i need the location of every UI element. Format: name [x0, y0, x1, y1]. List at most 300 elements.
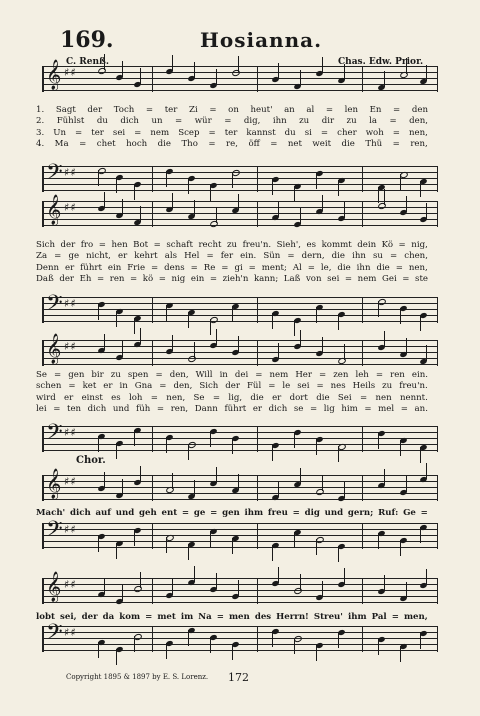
lyric-syllable: al: [306, 105, 315, 115]
lyric-syllable: ge: [193, 508, 206, 518]
lyric-syllable: Ruf:: [378, 508, 399, 518]
barline: [362, 426, 363, 452]
lyric-syllable: =: [216, 612, 224, 622]
lyric-syllable: Un: [53, 127, 66, 138]
lyric-syllable: =: [307, 262, 315, 273]
barline: [257, 475, 258, 501]
lyric-syllable: ment;: [261, 262, 287, 273]
lyric-syllable: geh: [139, 508, 157, 518]
lyric-syllable: ihn: [356, 262, 371, 273]
lyric-syllable: ihn: [272, 116, 287, 127]
lyric-syllable: Toch: [113, 105, 135, 115]
lyric-syllable: =: [420, 508, 428, 518]
treble-staff: [42, 195, 438, 227]
bass-staff: [42, 160, 438, 192]
end-barline: [437, 578, 438, 604]
note-stem: [140, 466, 141, 482]
note-stem: [384, 575, 385, 591]
lyric-syllable: die: [331, 251, 346, 262]
lyric-syllable: =: [392, 127, 400, 138]
lyric-syllable: sei: [297, 381, 310, 392]
lyric-syllable: ein.: [240, 251, 257, 262]
barline: [152, 523, 153, 549]
staff-line: [42, 584, 438, 585]
barline: [152, 166, 153, 192]
lyric-syllable: loh: [128, 392, 143, 403]
note-stem: [322, 195, 323, 211]
lyric-syllable: zu: [110, 370, 121, 380]
bass-clef-icon: 𝄢: [46, 420, 63, 450]
note-stem: [116, 177, 117, 193]
staff-line: [42, 225, 438, 226]
note-stem: [194, 62, 195, 78]
treble-clef-icon: 𝄞: [46, 334, 62, 364]
note-stem: [344, 482, 345, 498]
lyric-syllable: =: [398, 240, 406, 250]
lyric-line: [36, 105, 428, 116]
lyric-syllable: dig: [304, 508, 320, 518]
lyric-syllable: =: [391, 612, 399, 622]
lyric-syllable: woh: [365, 127, 384, 138]
note-stem: [322, 475, 323, 491]
lyric-syllable: hen: [111, 240, 128, 250]
lyric-syllable: =: [54, 251, 62, 262]
lyric-syllable: schaft: [166, 240, 193, 250]
end-barline: [437, 475, 438, 501]
key-signature-icon: ♯♯: [64, 523, 77, 536]
note-stem: [134, 636, 135, 652]
lyric-syllable: ste: [415, 274, 428, 285]
lyric-syllable: ren,: [410, 139, 428, 150]
notehead-icon: [377, 202, 387, 210]
lyric-syllable: Fül: [246, 381, 262, 392]
note-stem: [122, 61, 123, 77]
lyric-syllable: En: [369, 105, 382, 115]
end-barline: [437, 201, 438, 227]
note-stem: [188, 444, 189, 460]
lyric-syllable: dort: [289, 392, 308, 403]
lyric-syllable: kommt: [321, 240, 352, 250]
note-stem: [294, 186, 295, 202]
barline: [257, 626, 258, 652]
lyric-syllable: ihm: [347, 612, 367, 622]
lyric-syllable: zu: [299, 116, 310, 127]
lyric-syllable: 2.: [36, 116, 45, 127]
note-stem: [378, 639, 379, 655]
note-stem: [338, 446, 339, 462]
lyric-syllable: se: [293, 404, 304, 415]
note-stem: [166, 643, 167, 659]
lyric-syllable: zieh'n: [222, 274, 249, 285]
notehead-icon: [315, 488, 325, 496]
note-stem: [122, 585, 123, 601]
note-stem: [194, 200, 195, 216]
note-stem: [172, 579, 173, 595]
lyric-syllable: si: [304, 127, 312, 138]
system-barline: [42, 426, 44, 452]
lyric-syllable: =: [395, 262, 403, 273]
lyric-syllable: freu'n.: [399, 381, 428, 392]
note-stem: [210, 185, 211, 201]
barline: [362, 66, 363, 92]
lyric-syllable: wird: [36, 392, 56, 403]
lyric-syllable: du: [96, 116, 108, 127]
lyric-syllable: Fühlst: [56, 116, 85, 127]
lyric-syllable: =: [54, 370, 62, 380]
lyric-syllable: Gei: [382, 274, 397, 285]
lyric-syllable: Mach': [36, 508, 66, 518]
lyric-syllable: es: [306, 240, 317, 250]
system-barline: [42, 340, 44, 366]
lyric-syllable: Will: [195, 370, 213, 380]
barline: [362, 626, 363, 652]
lyric-syllable: ein: [190, 274, 205, 285]
note-stem: [278, 201, 279, 217]
lyric-syllable: den: [411, 105, 428, 115]
system-barline: [42, 475, 44, 501]
lyric-syllable: =: [208, 127, 216, 138]
lyric-syllable: Za: [36, 251, 48, 262]
lyric-syllable: =: [400, 404, 408, 415]
lyric-syllable: kom: [119, 612, 141, 622]
treble-clef-icon: 𝄞: [46, 195, 62, 225]
note-stem: [338, 180, 339, 196]
lyric-line: [36, 251, 428, 262]
lyric-syllable: er: [64, 392, 74, 403]
lyric-syllable: Her: [295, 370, 313, 380]
note-stem: [294, 320, 295, 336]
note-stem: [300, 208, 301, 224]
note-stem: [338, 632, 339, 648]
note-stem: [210, 637, 211, 653]
bass-clef-icon: 𝄢: [46, 160, 63, 190]
note-stem: [140, 206, 141, 222]
lyric-syllable: Se: [193, 392, 205, 403]
note-stem: [238, 474, 239, 490]
lyric-syllable: =: [212, 392, 221, 403]
lyric-syllable: es: [111, 392, 121, 403]
note-stem: [116, 311, 117, 327]
lyric-syllable: dei: [234, 370, 249, 380]
lyric-syllable: die: [157, 139, 171, 150]
lyric-syllable: zu: [226, 240, 238, 250]
lyric-syllable: nig,: [411, 240, 428, 250]
note-stem: [134, 430, 135, 446]
note-stem: [344, 344, 345, 360]
note-stem: [278, 481, 279, 497]
treble-clef-icon: 𝄞: [46, 60, 62, 90]
lyric-syllable: und: [112, 404, 130, 415]
lyric-syllable: su: [372, 251, 383, 262]
staff-line: [42, 364, 438, 365]
note-stem: [420, 527, 421, 543]
note-stem: [384, 469, 385, 485]
lyric-syllable: den,: [409, 116, 428, 127]
note-stem: [400, 646, 401, 662]
lyric-syllable: =: [375, 370, 384, 380]
lyric-syllable: mel: [378, 404, 395, 415]
lyric-syllable: =: [309, 404, 318, 415]
note-stem: [238, 580, 239, 596]
note-stem: [278, 343, 279, 359]
lyric-syllable: kann;: [253, 274, 279, 285]
key-signature-icon: ♯♯: [64, 166, 77, 179]
lyric-syllable: dich: [268, 404, 288, 415]
lyric-syllable: spen: [127, 370, 149, 380]
note-stem: [272, 313, 273, 329]
lyric-syllable: Sei: [337, 392, 352, 403]
barline: [362, 297, 363, 323]
lyric-syllable: =: [53, 404, 61, 415]
lyric-syllable: öff: [248, 139, 260, 150]
lyric-line: [36, 116, 428, 127]
note-stem: [232, 538, 233, 554]
lyric-syllable: men: [228, 612, 250, 622]
note-stem: [172, 55, 173, 71]
note-stem: [134, 530, 135, 546]
lyric-syllable: dich: [69, 508, 91, 518]
lyric-syllable: sei,: [60, 612, 77, 622]
lyric-syllable: füh: [136, 404, 151, 415]
staff-line: [42, 626, 438, 627]
verse-lyrics-2: [36, 240, 428, 286]
note-stem: [134, 184, 135, 200]
note-stem: [400, 174, 401, 190]
note-stem: [104, 578, 105, 594]
notehead-icon: [231, 69, 241, 77]
note-stem: [420, 315, 421, 331]
lyric-line: [36, 240, 428, 251]
lyric-syllable: als: [164, 251, 177, 262]
lyric-syllable: =: [158, 274, 166, 285]
barline: [362, 201, 363, 227]
note-stem: [294, 532, 295, 548]
lyric-syllable: Al: [292, 262, 302, 273]
lyric-syllable: zen: [333, 370, 349, 380]
staff-line: [42, 201, 438, 202]
lyric-syllable: chen,: [404, 251, 428, 262]
lyric-syllable: an: [284, 105, 295, 115]
staff-line: [42, 499, 438, 500]
lyric-syllable: ket: [82, 381, 97, 392]
lyric-syllable: nen: [375, 392, 392, 403]
note-stem: [400, 540, 401, 556]
lyric-syllable: =: [98, 240, 106, 250]
end-barline: [437, 626, 438, 652]
barline: [362, 578, 363, 604]
lyric-syllable: ihn: [352, 251, 366, 262]
lyric-syllable: lig: [323, 404, 335, 415]
lyric-syllable: 1.: [36, 105, 45, 115]
note-stem: [116, 543, 117, 559]
lyric-line: [36, 612, 428, 623]
lyric-syllable: Zi: [188, 105, 198, 115]
lyric-syllable: sei: [112, 127, 126, 138]
lyric-syllable: ren: [390, 370, 405, 380]
lyric-syllable: Sich: [36, 240, 55, 250]
staff-line: [42, 321, 438, 322]
lyric-syllable: du: [284, 127, 296, 138]
lyric-syllable: 3.: [36, 127, 45, 138]
lyric-line: [36, 393, 428, 404]
bass-staff: [42, 517, 438, 549]
barline: [257, 297, 258, 323]
lyric-syllable: und: [115, 508, 135, 518]
barline: [152, 475, 153, 501]
note-stem: [122, 479, 123, 495]
lyric-syllable: dens: [164, 262, 185, 273]
key-signature-icon: ♯♯: [64, 475, 77, 488]
note-stem: [426, 203, 427, 219]
notehead-icon: [97, 67, 107, 75]
bass-clef-icon: 𝄢: [46, 620, 63, 650]
treble-staff: [42, 469, 438, 501]
lyric-syllable: schen: [36, 381, 62, 392]
lyric-syllable: un: [151, 116, 163, 127]
note-stem: [98, 436, 99, 452]
lyric-syllable: nen,: [409, 127, 428, 138]
lyric-syllable: dern,: [301, 251, 325, 262]
note-stem: [216, 573, 217, 589]
lyric-syllable: der: [59, 274, 75, 285]
staff-line: [42, 450, 438, 451]
hymn-number: 169.: [60, 27, 114, 53]
key-signature-icon: ♯♯: [64, 297, 77, 310]
system-barline: [42, 166, 44, 192]
staff-line: [42, 493, 438, 494]
treble-staff: [42, 572, 438, 604]
lyric-line: [36, 263, 428, 274]
note-stem: [384, 189, 385, 205]
lyric-syllable: =: [393, 105, 401, 115]
note-stem: [272, 631, 273, 647]
lyric-syllable: Frie: [127, 262, 146, 273]
lyric-syllable: dich: [87, 404, 107, 415]
end-barline: [437, 523, 438, 549]
end-barline: [437, 340, 438, 366]
system-barline: [42, 66, 44, 92]
lyric-syllable: freu: [267, 508, 288, 518]
lyric-syllable: Ge: [403, 508, 416, 518]
staff-line: [42, 297, 438, 298]
lyric-syllable: wür: [194, 116, 212, 127]
lyric-syllable: Eh: [79, 274, 92, 285]
bass-clef-icon: 𝄢: [46, 517, 63, 547]
lyric-syllable: on: [228, 105, 239, 115]
lyric-syllable: =: [320, 127, 329, 138]
notehead-icon: [133, 585, 143, 593]
lyric-syllable: die: [376, 262, 390, 273]
note-stem: [316, 439, 317, 455]
lyric-syllable: =: [190, 262, 198, 273]
note-stem: [188, 312, 189, 328]
note-stem: [316, 173, 317, 189]
note-stem: [322, 337, 323, 353]
barline: [362, 340, 363, 366]
barline: [362, 166, 363, 192]
note-stem: [104, 192, 105, 208]
lyric-syllable: =: [151, 262, 159, 273]
lyric-syllable: auf: [95, 508, 111, 518]
staff-line: [42, 178, 438, 179]
note-stem: [188, 178, 189, 194]
lyric-syllable: =: [210, 508, 218, 518]
lyric-syllable: =: [268, 381, 276, 392]
system-barline: [42, 297, 44, 323]
system-barline: [42, 626, 44, 652]
key-signature-icon: ♯♯: [64, 426, 77, 439]
lyric-syllable: er: [252, 404, 263, 415]
lyric-syllable: ein.: [411, 370, 428, 380]
system-barline: [42, 523, 44, 549]
lyric-syllable: gern;: [347, 508, 374, 518]
lyric-syllable: der: [225, 381, 240, 392]
lyric-syllable: leh: [355, 370, 369, 380]
lyric-syllable: =: [255, 370, 263, 380]
note-stem: [420, 447, 421, 463]
lyric-syllable: die: [341, 139, 355, 150]
note-stem: [316, 645, 317, 661]
lyric-syllable: =: [153, 240, 161, 250]
note-stem: [216, 69, 217, 85]
lyric-syllable: =: [134, 127, 142, 138]
lyric-syllable: =: [206, 251, 214, 262]
note-stem: [104, 54, 105, 70]
notehead-icon: [209, 220, 219, 228]
staff-line: [42, 78, 438, 79]
lyric-syllable: Se: [36, 370, 47, 380]
staff-line: [42, 426, 438, 427]
lyric-syllable: re,: [226, 139, 238, 150]
note-stem: [344, 64, 345, 80]
lyric-syllable: =: [270, 139, 278, 150]
staff-line: [42, 602, 438, 603]
note-stem: [140, 68, 141, 84]
lyric-syllable: nem: [150, 127, 170, 138]
note-stem: [166, 305, 167, 321]
barline: [152, 626, 153, 652]
composer-credit: Chas. Edw. Prior.: [338, 57, 424, 67]
lyric-syllable: dir: [321, 116, 335, 127]
lyric-syllable: gen: [68, 370, 85, 380]
lyric-syllable: net: [287, 139, 302, 150]
note-stem: [338, 546, 339, 562]
lyric-syllable: freu'n.: [242, 240, 272, 250]
bass-staff: [42, 291, 438, 323]
staff-line: [42, 340, 438, 341]
treble-clef-icon: 𝄞: [46, 469, 62, 499]
note-stem: [426, 345, 427, 361]
copyright-notice: Copyright 1895 & 1897 by E. S. Lorenz.: [66, 673, 209, 681]
system-barline: [42, 201, 44, 227]
lyric-syllable: lei: [36, 404, 47, 415]
verse-lyrics-3: [36, 370, 428, 416]
end-barline: [437, 66, 438, 92]
lyric-syllable: er: [272, 392, 282, 403]
note-stem: [344, 568, 345, 584]
note-stem: [272, 179, 273, 195]
barline: [257, 340, 258, 366]
lyric-syllable: fro: [80, 240, 94, 250]
note-stem: [426, 569, 427, 585]
lyric-line: [36, 370, 428, 381]
note-stem: [188, 544, 189, 560]
lyric-syllable: =: [159, 381, 167, 392]
lyric-syllable: Sich: [199, 381, 219, 392]
barline: [257, 66, 258, 92]
lyric-syllable: recht: [198, 240, 222, 250]
lyric-syllable: sei: [327, 274, 340, 285]
